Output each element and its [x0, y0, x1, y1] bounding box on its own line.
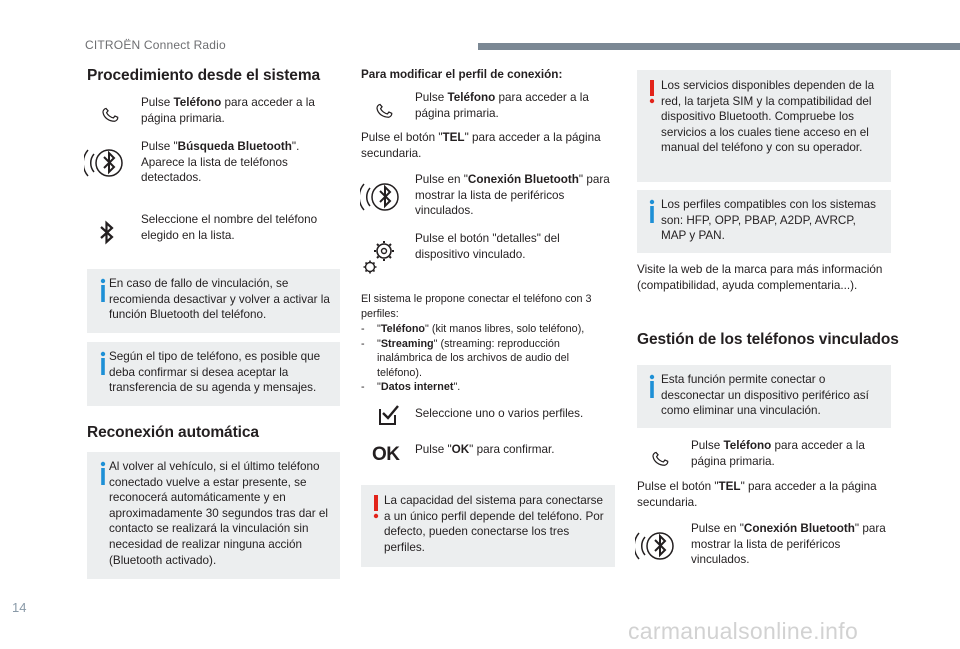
profile-list [361, 322, 611, 395]
info-icon [644, 199, 660, 225]
header-title: CITROËN Connect Radio [85, 38, 226, 52]
note-phone-confirm: Según el tipo de teléfono, es posible que deba confirmar si desea aceptar la transferencia de su agenda y mensajes. [87, 342, 340, 406]
step-bluetooth-connection: Pulse en "Conexión Bluetooth" para mostrar la lista de periféricos vinculados. [691, 522, 886, 567]
phone-icon [648, 444, 674, 470]
bluetooth-connection-icon [635, 524, 679, 568]
note-auto-reconnect: Al volver al vehículo, si el último teléfono conectado vuelve a estar presente, se reconocerá automáticamente y en aproximadamente 30 segundos tras dar el contacto se realizará la vinculación sin necesidad de realizar ninguna acción (Bluetooth activado). [87, 452, 340, 579]
list-item: - "Streaming" (streaming: reproducción inalámbrica de los archivos de audio del teléfono). [361, 337, 570, 379]
checkbox-icon [374, 400, 404, 430]
bluetooth-search-icon [84, 141, 128, 185]
header-bar [478, 43, 960, 50]
note-pairing-function: Esta función permite conectar o desconectar un dispositivo periférico así como eliminar una vinculación. [637, 365, 891, 428]
warning-icon [644, 79, 660, 105]
note-pairing-failure: En caso de fallo de vinculación, se recomienda desactivar y volver a activar la función Bluetooth del teléfono. [87, 269, 340, 333]
para-tel-button: Pulse el botón "TEL" para acceder a la página secundaria. [637, 480, 877, 509]
warning-profile-capacity: La capacidad del sistema para conectarse a un único perfil depende del teléfono. Por defecto, pueden conectarse los tres perfiles. [361, 485, 615, 567]
phone-icon [98, 100, 124, 126]
details-gear-icon [358, 234, 402, 278]
page-number: 14 [12, 600, 27, 615]
warning-icon [368, 494, 384, 520]
step-confirm: Pulse "OK" para confirmar. [415, 443, 555, 456]
watermark: carmanualsonline.info [628, 618, 859, 644]
note-compatible-profiles: Los perfiles compatibles con los sistemas son: HFP, OPP, PBAP, A2DP, AVRCP, MAP y PAN. [637, 190, 891, 253]
section-heading-reconnect: Reconexión automática [87, 424, 259, 441]
section-heading-paired-phones: Gestión de los teléfonos vinculados [637, 331, 899, 348]
section-heading-procedure: Procedimiento desde el sistema [87, 67, 321, 84]
subheading-modify-profile: Para modificar el perfil de conexión: [361, 68, 563, 81]
para-tel-button: Pulse el botón "TEL" para acceder a la página secundaria. [361, 131, 601, 160]
step-phone: Pulse Teléfono para acceder a la página primaria. [141, 96, 315, 125]
step-select-phone: Seleccione el nombre del teléfono elegido en la lista. [141, 213, 318, 242]
bluetooth-icon [97, 218, 117, 248]
bluetooth-connection-icon [360, 175, 404, 219]
step-select-profiles: Seleccione uno o varios perfiles. [415, 407, 584, 420]
step-bluetooth-connection: Pulse en "Conexión Bluetooth" para mostrar la lista de periféricos vinculados. [415, 173, 610, 218]
step-phone: Pulse Teléfono para acceder a la página primaria. [691, 439, 865, 468]
info-icon [644, 374, 660, 400]
list-item: - "Datos internet". [361, 381, 461, 394]
warning-services: Los servicios disponibles dependen de la red, la tarjeta SIM y la compatibilidad del dispositivo Bluetooth. Compruebe los servicios a los cuales tiene acceso en el manual del teléfono y con su operador. [637, 70, 891, 182]
step-details: Pulse el botón "detalles" del dispositivo vinculado. [415, 232, 560, 261]
step-phone: Pulse Teléfono para acceder a la página primaria. [415, 91, 589, 120]
para-brand-web: Visite la web de la marca para más información (compatibilidad, ayuda complementaria...). [637, 263, 883, 292]
phone-icon [372, 96, 398, 122]
list-item: - "Teléfono" (kit manos libres, solo teléfono), [361, 323, 585, 335]
para-profiles-intro: El sistema le propone conectar el teléfono con 3 perfiles: [361, 293, 592, 320]
step-bluetooth-search: Pulse "Búsqueda Bluetooth". Aparece la lista de teléfonos detectados. [141, 140, 300, 185]
ok-icon: OK [372, 444, 400, 465]
